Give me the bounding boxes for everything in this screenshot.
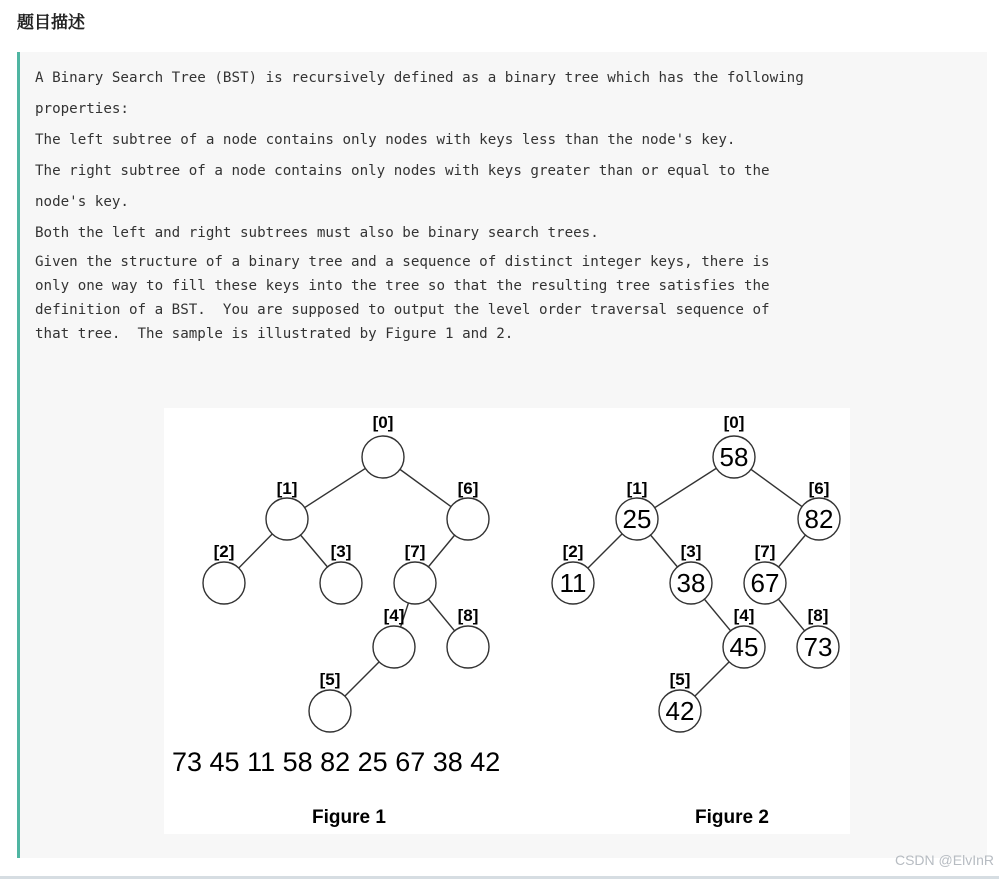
- node-key: 45: [729, 632, 759, 662]
- tree-node: [309, 690, 351, 732]
- tree-node: [362, 436, 404, 478]
- node-index-label: [4]: [733, 606, 755, 625]
- node-key: 82: [804, 504, 834, 534]
- node-key: 38: [676, 568, 706, 598]
- node-index-label: [6]: [457, 479, 479, 498]
- key-sequence: 73 45 11 58 82 25 67 38 42: [172, 747, 501, 777]
- node-index-label: [2]: [562, 542, 584, 561]
- node-index-label: [3]: [680, 542, 702, 561]
- bst-figure: [164, 408, 850, 834]
- figure-1-tree: [172, 413, 500, 828]
- tree-node: [394, 562, 436, 604]
- figure-2-tree: [552, 413, 840, 828]
- tree-node: [447, 626, 489, 668]
- description-line: node's key.: [35, 194, 129, 210]
- node-index-label: [8]: [807, 606, 829, 625]
- description-line: that tree. The sample is illustrated by Figure 1 and 2.: [35, 326, 514, 342]
- node-index-label: [7]: [404, 542, 426, 561]
- node-index-label: [0]: [372, 413, 394, 432]
- node-index-label: [1]: [626, 479, 648, 498]
- figure-1-caption: Figure 1: [312, 807, 386, 828]
- description-line: properties:: [35, 101, 129, 117]
- node-index-label: [2]: [213, 542, 235, 561]
- tree-node: [266, 498, 308, 540]
- description-line: The right subtree of a node contains only nodes with keys greater than or equal to the: [35, 163, 770, 179]
- description-line: The left subtree of a node contains only nodes with keys less than the node's key.: [35, 132, 736, 148]
- tree-node: [203, 562, 245, 604]
- tree-node: [320, 562, 362, 604]
- node-index-label: [3]: [330, 542, 352, 561]
- node-key: 58: [719, 442, 749, 472]
- node-index-label: [7]: [754, 542, 776, 561]
- description-line: A Binary Search Tree (BST) is recursively defined as a binary tree which has the following: [35, 70, 804, 86]
- node-key: 25: [622, 504, 652, 534]
- tree-node: [373, 626, 415, 668]
- node-index-label: [5]: [669, 670, 691, 689]
- node-index-label: [0]: [723, 413, 745, 432]
- node-index-label: [6]: [808, 479, 830, 498]
- node-key: 73: [803, 632, 833, 662]
- description-line: definition of a BST. You are supposed to output the level order traversal sequence of: [35, 302, 770, 318]
- section-title: 题目描述: [17, 13, 85, 33]
- tree-node: [447, 498, 489, 540]
- node-key: 67: [750, 568, 780, 598]
- watermark: CSDN @ElvInR: [894, 852, 994, 868]
- node-key: 11: [559, 568, 587, 598]
- node-index-label: [5]: [319, 670, 341, 689]
- node-index-label: [1]: [276, 479, 298, 498]
- description-line: only one way to fill these keys into the tree so that the resulting tree satisfies the: [35, 278, 770, 294]
- figure-2-caption: Figure 2: [695, 807, 769, 828]
- description-line: Both the left and right subtrees must also be binary search trees.: [35, 225, 599, 241]
- node-index-label: [4]: [383, 606, 405, 625]
- description-line: Given the structure of a binary tree and a sequence of distinct integer keys, there is: [35, 254, 770, 270]
- node-index-label: [8]: [457, 606, 479, 625]
- node-key: 42: [665, 696, 695, 726]
